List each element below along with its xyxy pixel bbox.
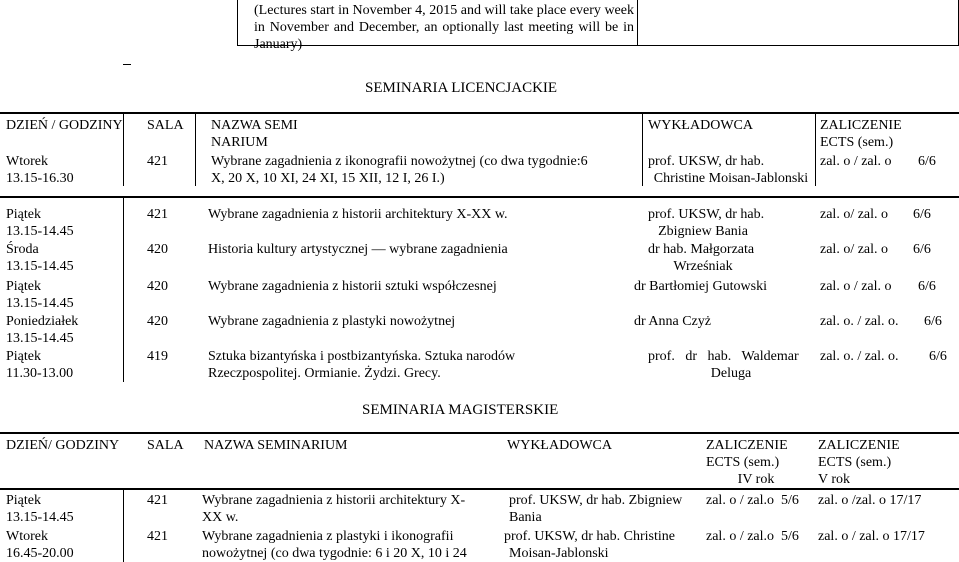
row-time: 13.15-14.45 — [6, 510, 74, 525]
col-divider — [815, 112, 816, 186]
row-name-1: Wybrane zagadnienia z historii architektury X- — [202, 493, 466, 508]
row-time: 13.15-14.45 — [6, 259, 74, 274]
row-credit: zal. o/ zal. o — [820, 207, 889, 222]
header-credit-2: ECTS (sem.) — [820, 135, 894, 150]
header-credit-v-3: V rok — [818, 472, 851, 487]
row-name-2: nowożytnej (co dwa tygodnie: 6 i 20 X, 10 i 24 — [202, 546, 467, 561]
header-room: SALA — [147, 438, 184, 453]
section-title-magisterskie: SEMINARIA MAGISTERSKIE — [362, 402, 559, 418]
row-lecturer-2: Zbigniew Bania — [658, 224, 748, 239]
row-room: 420 — [147, 242, 168, 257]
row-credit-v: zal. o /zal. o 17/17 — [818, 493, 922, 508]
row-day: Wtorek — [6, 529, 48, 544]
row-lecturer-2: Moisan-Jablonski — [509, 546, 609, 561]
row-name-1: Wybrane zagadnienia z plastyki nowożytnej — [208, 314, 456, 329]
row-lecturer-1: prof. UKSW, dr hab. — [648, 207, 765, 222]
row-room: 421 — [147, 493, 168, 508]
dash-mark — [123, 64, 131, 65]
row-time: 16.45-20.00 — [6, 546, 74, 561]
rule — [0, 488, 959, 490]
row-credit-iv: zal. o / zal.o 5/6 — [706, 493, 799, 508]
row-room: 421 — [147, 529, 168, 544]
row-room: 419 — [147, 349, 168, 364]
row-room: 420 — [147, 279, 168, 294]
col-divider — [195, 112, 196, 186]
row-lecturer-2: Christine Moisan-Jablonski — [653, 171, 809, 186]
row-ects: 6/6 — [924, 314, 942, 329]
row-ects: 6/6 — [929, 349, 947, 364]
row-name-1: Wybrane zagadnienia z ikonografii nowożytnej (co dwa tygodnie:6 — [211, 154, 588, 169]
header-lecturer: WYKŁADOWCA — [507, 438, 612, 453]
row-credit: zal. o / zal. o — [820, 154, 892, 169]
row-day: Piątek — [6, 493, 41, 508]
row-name-2: X, 20 X, 10 XI, 24 XI, 15 XII, 12 I, 26 I.) — [211, 171, 445, 186]
header-credit-iv-1: ZALICZENIE — [706, 438, 788, 453]
row-name-1: Wybrane zagadnienia z historii sztuki współczesnej — [208, 279, 497, 294]
row-day: Piątek — [6, 279, 41, 294]
row-name-2: Rzeczpospolitej. Ormianie. Żydzi. Grecy. — [208, 366, 441, 381]
row-ects: 6/6 — [913, 207, 931, 222]
lecture-note: (Lectures start in November 4, 2015 and will take place every week in November and December, an optionally last meeting will be in January) — [254, 3, 634, 52]
row-ects: 6/6 — [913, 242, 931, 257]
row-credit: zal. o / zal. o — [820, 279, 892, 294]
row-lecturer-1: prof. UKSW, dr hab. Christine — [504, 529, 675, 544]
row-name-1: Historia kultury artystycznej — wybrane zagadnienia — [208, 242, 508, 257]
row-day: Poniedziałek — [6, 314, 79, 329]
row-credit: zal. o. / zal. o. — [820, 349, 899, 364]
row-time: 13.15-14.45 — [6, 331, 74, 346]
row-name-1: Wybrane zagadnienia z historii architektury X-XX w. — [208, 207, 508, 222]
row-lecturer-1: dr Bartłomiej Gutowski — [634, 279, 767, 294]
header-credit-v-1: ZALICZENIE — [818, 438, 900, 453]
header-credit-v-2: ECTS (sem.) — [818, 455, 892, 470]
header-lecturer: WYKŁADOWCA — [648, 118, 753, 133]
note-empty-cell — [638, 0, 959, 46]
row-lecturer-1: dr Anna Czyż — [634, 314, 711, 329]
row-time: 13.15-16.30 — [6, 171, 74, 186]
row-lecturer-1: prof. UKSW, dr hab. Zbigniew — [509, 493, 683, 508]
row-room: 421 — [147, 154, 168, 169]
row-name-1: Sztuka bizantyńska i postbizantyńska. Sztuka narodów — [208, 349, 516, 364]
row-ects: 6/6 — [918, 279, 936, 294]
row-ects: 6/6 — [918, 154, 936, 169]
row-day: Piątek — [6, 349, 41, 364]
header-name-2: NARIUM — [211, 135, 268, 150]
row-day: Piątek — [6, 207, 41, 222]
row-credit: zal. o/ zal. o — [820, 242, 889, 257]
row-lecturer-1: prof. dr hab. Waldemar — [648, 349, 799, 364]
header-day: DZIEŃ/ GODZINY — [6, 438, 120, 453]
row-credit-v: zal. o / zal. o 17/17 — [818, 529, 925, 544]
row-time: 13.15-14.45 — [6, 296, 74, 311]
row-day: Wtorek — [6, 154, 48, 169]
rule — [0, 196, 959, 198]
row-room: 420 — [147, 314, 168, 329]
row-lecturer-2: Bania — [509, 510, 542, 525]
row-credit: zal. o. / zal. o. — [820, 314, 899, 329]
col-divider — [123, 490, 124, 562]
row-name-1: Wybrane zagadnienia z plastyki i ikonografii — [202, 529, 454, 544]
header-name-1: NAZWA SEMI — [211, 118, 298, 133]
row-name-2: XX w. — [202, 510, 239, 525]
section-title-licencjackie: SEMINARIA LICENCJACKIE — [365, 80, 558, 96]
row-lecturer-1: prof. UKSW, dr hab. — [648, 154, 765, 169]
col-divider — [123, 112, 124, 186]
header-credit-1: ZALICZENIE — [820, 118, 902, 133]
row-day: Środa — [6, 242, 39, 257]
header-credit-iv-3: IV rok — [737, 472, 775, 487]
row-time: 13.15-14.45 — [6, 224, 74, 239]
col-divider — [642, 112, 643, 186]
header-room: SALA — [147, 118, 184, 133]
header-day: DZIEŃ / GODZINY — [6, 118, 123, 133]
rule — [0, 432, 959, 434]
col-divider — [123, 198, 124, 382]
row-time: 11.30-13.00 — [6, 366, 74, 381]
row-lecturer-2: Deluga — [710, 366, 752, 381]
row-credit-iv: zal. o / zal.o 5/6 — [706, 529, 799, 544]
note-table — [237, 0, 959, 52]
header-credit-iv-2: ECTS (sem.) — [706, 455, 780, 470]
row-lecturer-1: dr hab. Małgorzata — [648, 242, 755, 257]
header-name: NAZWA SEMINARIUM — [204, 438, 348, 453]
row-lecturer-2: Wrześniak — [673, 259, 733, 274]
row-room: 421 — [147, 207, 168, 222]
